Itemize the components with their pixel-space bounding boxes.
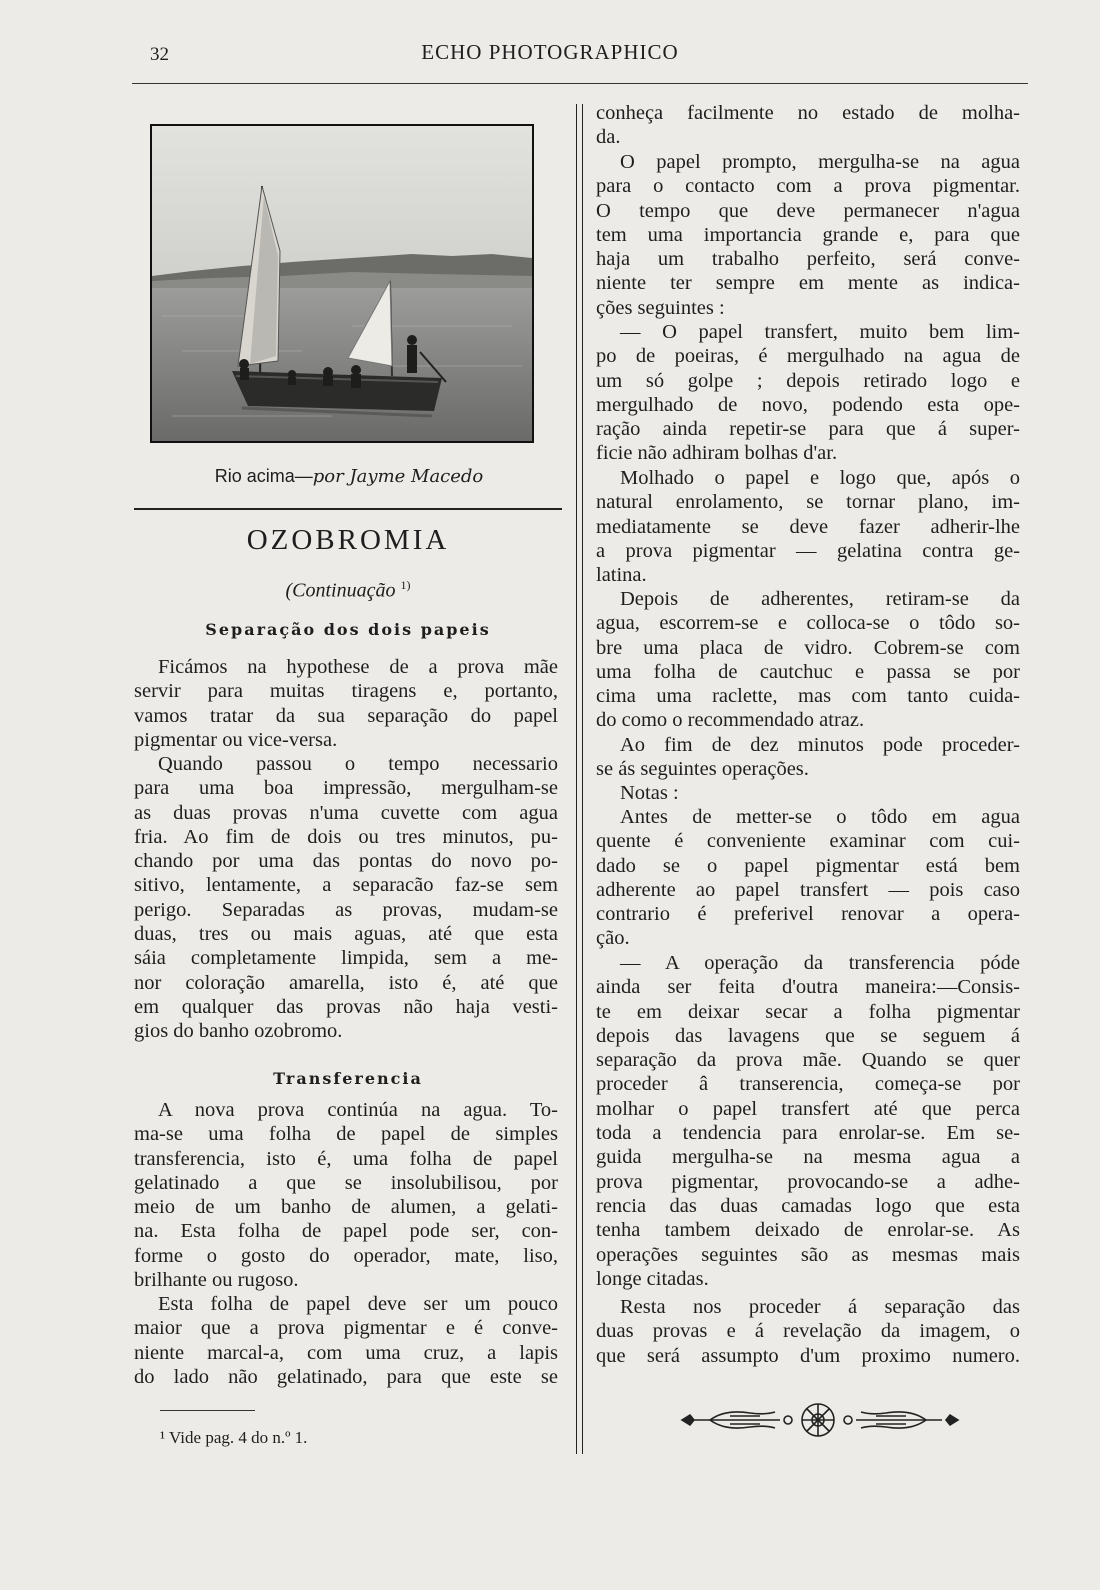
paragraph	[596, 466, 1020, 587]
text-line: maior que a prova pigmentar e é conve-	[134, 1317, 558, 1340]
text-line: longe citadas.	[596, 1267, 709, 1290]
footnote: ¹ Vide pag. 4 do n.º 1.	[160, 1428, 308, 1447]
text-line: se ás seguintes operações.	[596, 758, 809, 781]
text-line: molhar o papel transfert até que perca	[596, 1097, 1020, 1120]
text-line: haja um trabalho perfeito, será conve-	[596, 248, 1020, 271]
text-line: Notas :	[620, 782, 679, 804]
text-line: forme o gosto do operador, mate, liso,	[134, 1244, 558, 1267]
text-line: contrario é preferivel renovar a opera-	[596, 903, 1020, 926]
text-line: ainda ser feita d'outra maneira:—Consis-	[596, 976, 1020, 999]
text-line: servir para muitas tiragens e, portanto,	[134, 680, 558, 703]
page-number: 32	[150, 44, 169, 65]
text-line: prova pigmentar, provocando-se a adhe-	[596, 1170, 1020, 1193]
paragraph	[134, 1292, 558, 1389]
text-line: po de poeiras, é mergulhado na agua de	[596, 345, 1020, 368]
text-line: mediatamente se deve fazer adherir-lhe	[596, 515, 1020, 538]
paragraph	[596, 587, 1020, 733]
text-line: a prova pigmentar — gelatina contra ge-	[596, 539, 1020, 562]
text-line: Molhado o papel e logo que, após o	[620, 467, 1020, 489]
text-line: operações seguintes são as mesmas mais	[596, 1243, 1020, 1266]
text-line: bre uma placa de vidro. Cobrem-se com	[596, 636, 1020, 659]
text-line: Quando passou o tempo necessario	[158, 753, 558, 775]
text-line: guida mergulha-se na mesma agua a	[596, 1146, 1020, 1169]
text-line: ficie não adhiram bolhas d'ar.	[596, 442, 838, 465]
text-line: perigo. Separadas as provas, mudam-se	[134, 898, 558, 921]
text-line: um só golpe ; depois retirado logo e	[596, 369, 1020, 392]
paragraph	[134, 1098, 558, 1292]
paragraph	[596, 320, 1020, 466]
text-line: mergulhado de novo, podendo esta ope-	[596, 393, 1020, 416]
text-line: meio de um banho de alumen, a gelati-	[134, 1196, 558, 1219]
text-line: O papel prompto, mergulha-se na agua	[620, 151, 1020, 173]
caption-author: por Jayme Macedo	[312, 466, 484, 487]
text-line: A nova prova continúa na agua. To-	[158, 1099, 558, 1121]
text-line: sitivo, lentamente, a separacão faz-se sem	[134, 874, 558, 897]
boat-photograph	[150, 124, 534, 443]
text-line: do como o recommendado atraz.	[596, 709, 865, 732]
text-line: nor coloração amarella, isto é, até que	[134, 971, 558, 994]
text-line: as duas provas n'uma cuvette com agua	[134, 801, 558, 824]
text-line: — A operação da transferencia póde	[620, 952, 1020, 974]
text-line: ração ainda repetir-se para que á super-	[596, 418, 1020, 441]
text-line: te em deixar secar a folha pigmentar	[596, 1000, 1020, 1023]
text-line: dado se o papel pigmentar está bem	[596, 854, 1020, 877]
text-line: gios do banho ozobromo.	[134, 1020, 343, 1043]
text-line: tem uma importancia grande e, para que	[596, 223, 1020, 246]
section-rule	[134, 508, 562, 510]
running-title: ECHO PHOTOGRAPHICO	[421, 40, 679, 64]
decorative-ornament-icon	[680, 1395, 960, 1445]
text-line: depois das lavagens que se seguem á	[596, 1024, 1020, 1047]
text-line: sáia completamente limpida, sem a me-	[134, 947, 558, 970]
subheading-separacao: Separação dos dois papeis	[205, 620, 491, 639]
text-line: em qualquer das provas não haja vesti-	[134, 995, 558, 1018]
subtitle-text: (Continuação	[285, 579, 396, 602]
text-line: separação da prova mãe. Quando se quer	[596, 1049, 1020, 1072]
sailboat-illustration	[152, 126, 532, 441]
text-line: Antes de metter-se o tôdo em agua	[620, 806, 1020, 828]
footnote-rule	[160, 1410, 255, 1411]
header-rule	[132, 83, 1028, 84]
text-line: gelatinado a que se insolubilisou, por	[134, 1171, 558, 1194]
subheading-transferencia: Transferencia	[273, 1069, 423, 1088]
text-line: uma folha de cautchuc e passa se por	[596, 660, 1020, 683]
text-line: na. Esta folha de papel pode ser, con-	[134, 1220, 558, 1243]
text-line: fria. Ao fim de dois ou tres minutos, pu-	[134, 825, 558, 848]
photo-caption	[134, 466, 564, 487]
caption-prefix: Rio acima—	[214, 466, 313, 486]
text-line: rencia das duas camadas logo que esta	[596, 1194, 1020, 1217]
footnote-marker: 1)	[400, 578, 411, 592]
text-line: Resta nos proceder á separação das	[620, 1296, 1020, 1318]
text-line: que será assumpto d'um proximo numero.	[596, 1344, 1020, 1367]
text-line: proceder â transerencia, começa-se por	[596, 1073, 1020, 1096]
text-line: duas provas e á revelação da imagem, o	[596, 1320, 1020, 1343]
text-line: da.	[596, 126, 621, 149]
paragraph	[596, 805, 1020, 951]
paragraph	[134, 655, 558, 752]
column-rule	[582, 104, 583, 1454]
paragraph	[596, 951, 1020, 1291]
text-line: do lado não gelatinado, para que este se	[134, 1365, 558, 1388]
text-line: niente marcal-a, com uma cruz, a lapis	[134, 1341, 558, 1364]
text-line: latina.	[596, 564, 647, 587]
text-line: Depois de adherentes, retiram-se da	[620, 588, 1020, 610]
text-line: transferencia, isto é, uma folha de papel	[134, 1147, 558, 1170]
paragraph	[596, 150, 1020, 320]
text-line: Ficámos na hypothese de a prova mãe	[158, 656, 558, 678]
text-line: brilhante ou rugoso.	[134, 1269, 299, 1292]
text-line: chando por uma das pontas do novo po-	[134, 850, 558, 873]
text-line: toda a tendencia para enrolar-se. Em se-	[596, 1122, 1020, 1145]
article-subtitle	[134, 578, 562, 603]
text-line: O tempo que deve permanecer n'agua	[596, 199, 1020, 222]
text-line: Ao fim de dez minutos pode proceder-	[620, 734, 1020, 756]
text-line: tenha tambem deixado de enrolar-se. As	[596, 1219, 1020, 1242]
text-line: niente ter sempre em mente as indica-	[596, 272, 1020, 295]
text-line: Esta folha de papel deve ser um pouco	[158, 1293, 558, 1315]
text-line: adherente ao papel transfert — pois caso	[596, 878, 1020, 901]
text-line: ções seguintes :	[596, 296, 725, 319]
paragraph	[596, 781, 1020, 805]
paragraph	[596, 1295, 1020, 1368]
text-line: vamos tratar da sua separação do papel	[134, 704, 558, 727]
text-line: duas, tres ou mais aguas, até que esta	[134, 923, 558, 946]
column-rule	[576, 104, 577, 1454]
text-line: natural enrolamento, se tornar plano, im-	[596, 491, 1020, 514]
paragraph	[596, 101, 1020, 150]
text-line: agua, escorrem-se e colloca-se o tôdo so-	[596, 612, 1020, 635]
text-line: ma-se uma folha de papel de simples	[134, 1123, 558, 1146]
text-line: para o contacto com a prova pigmentar.	[596, 175, 1020, 198]
text-line: conheça facilmente no estado de molha-	[596, 102, 1020, 124]
text-line: — O papel transfert, muito bem lim-	[620, 321, 1020, 343]
paragraph	[134, 752, 558, 1044]
text-line: para uma boa impressão, mergulham-se	[134, 777, 558, 800]
paragraph	[596, 733, 1020, 782]
text-line: ção.	[596, 927, 630, 950]
text-line: quente é conveniente examinar com cui-	[596, 830, 1020, 853]
article-title: OZOBROMIA	[246, 524, 450, 556]
text-line: pigmentar ou vice-versa.	[134, 728, 338, 751]
text-line: cima uma raclette, mas com tanto cuida-	[596, 685, 1020, 708]
